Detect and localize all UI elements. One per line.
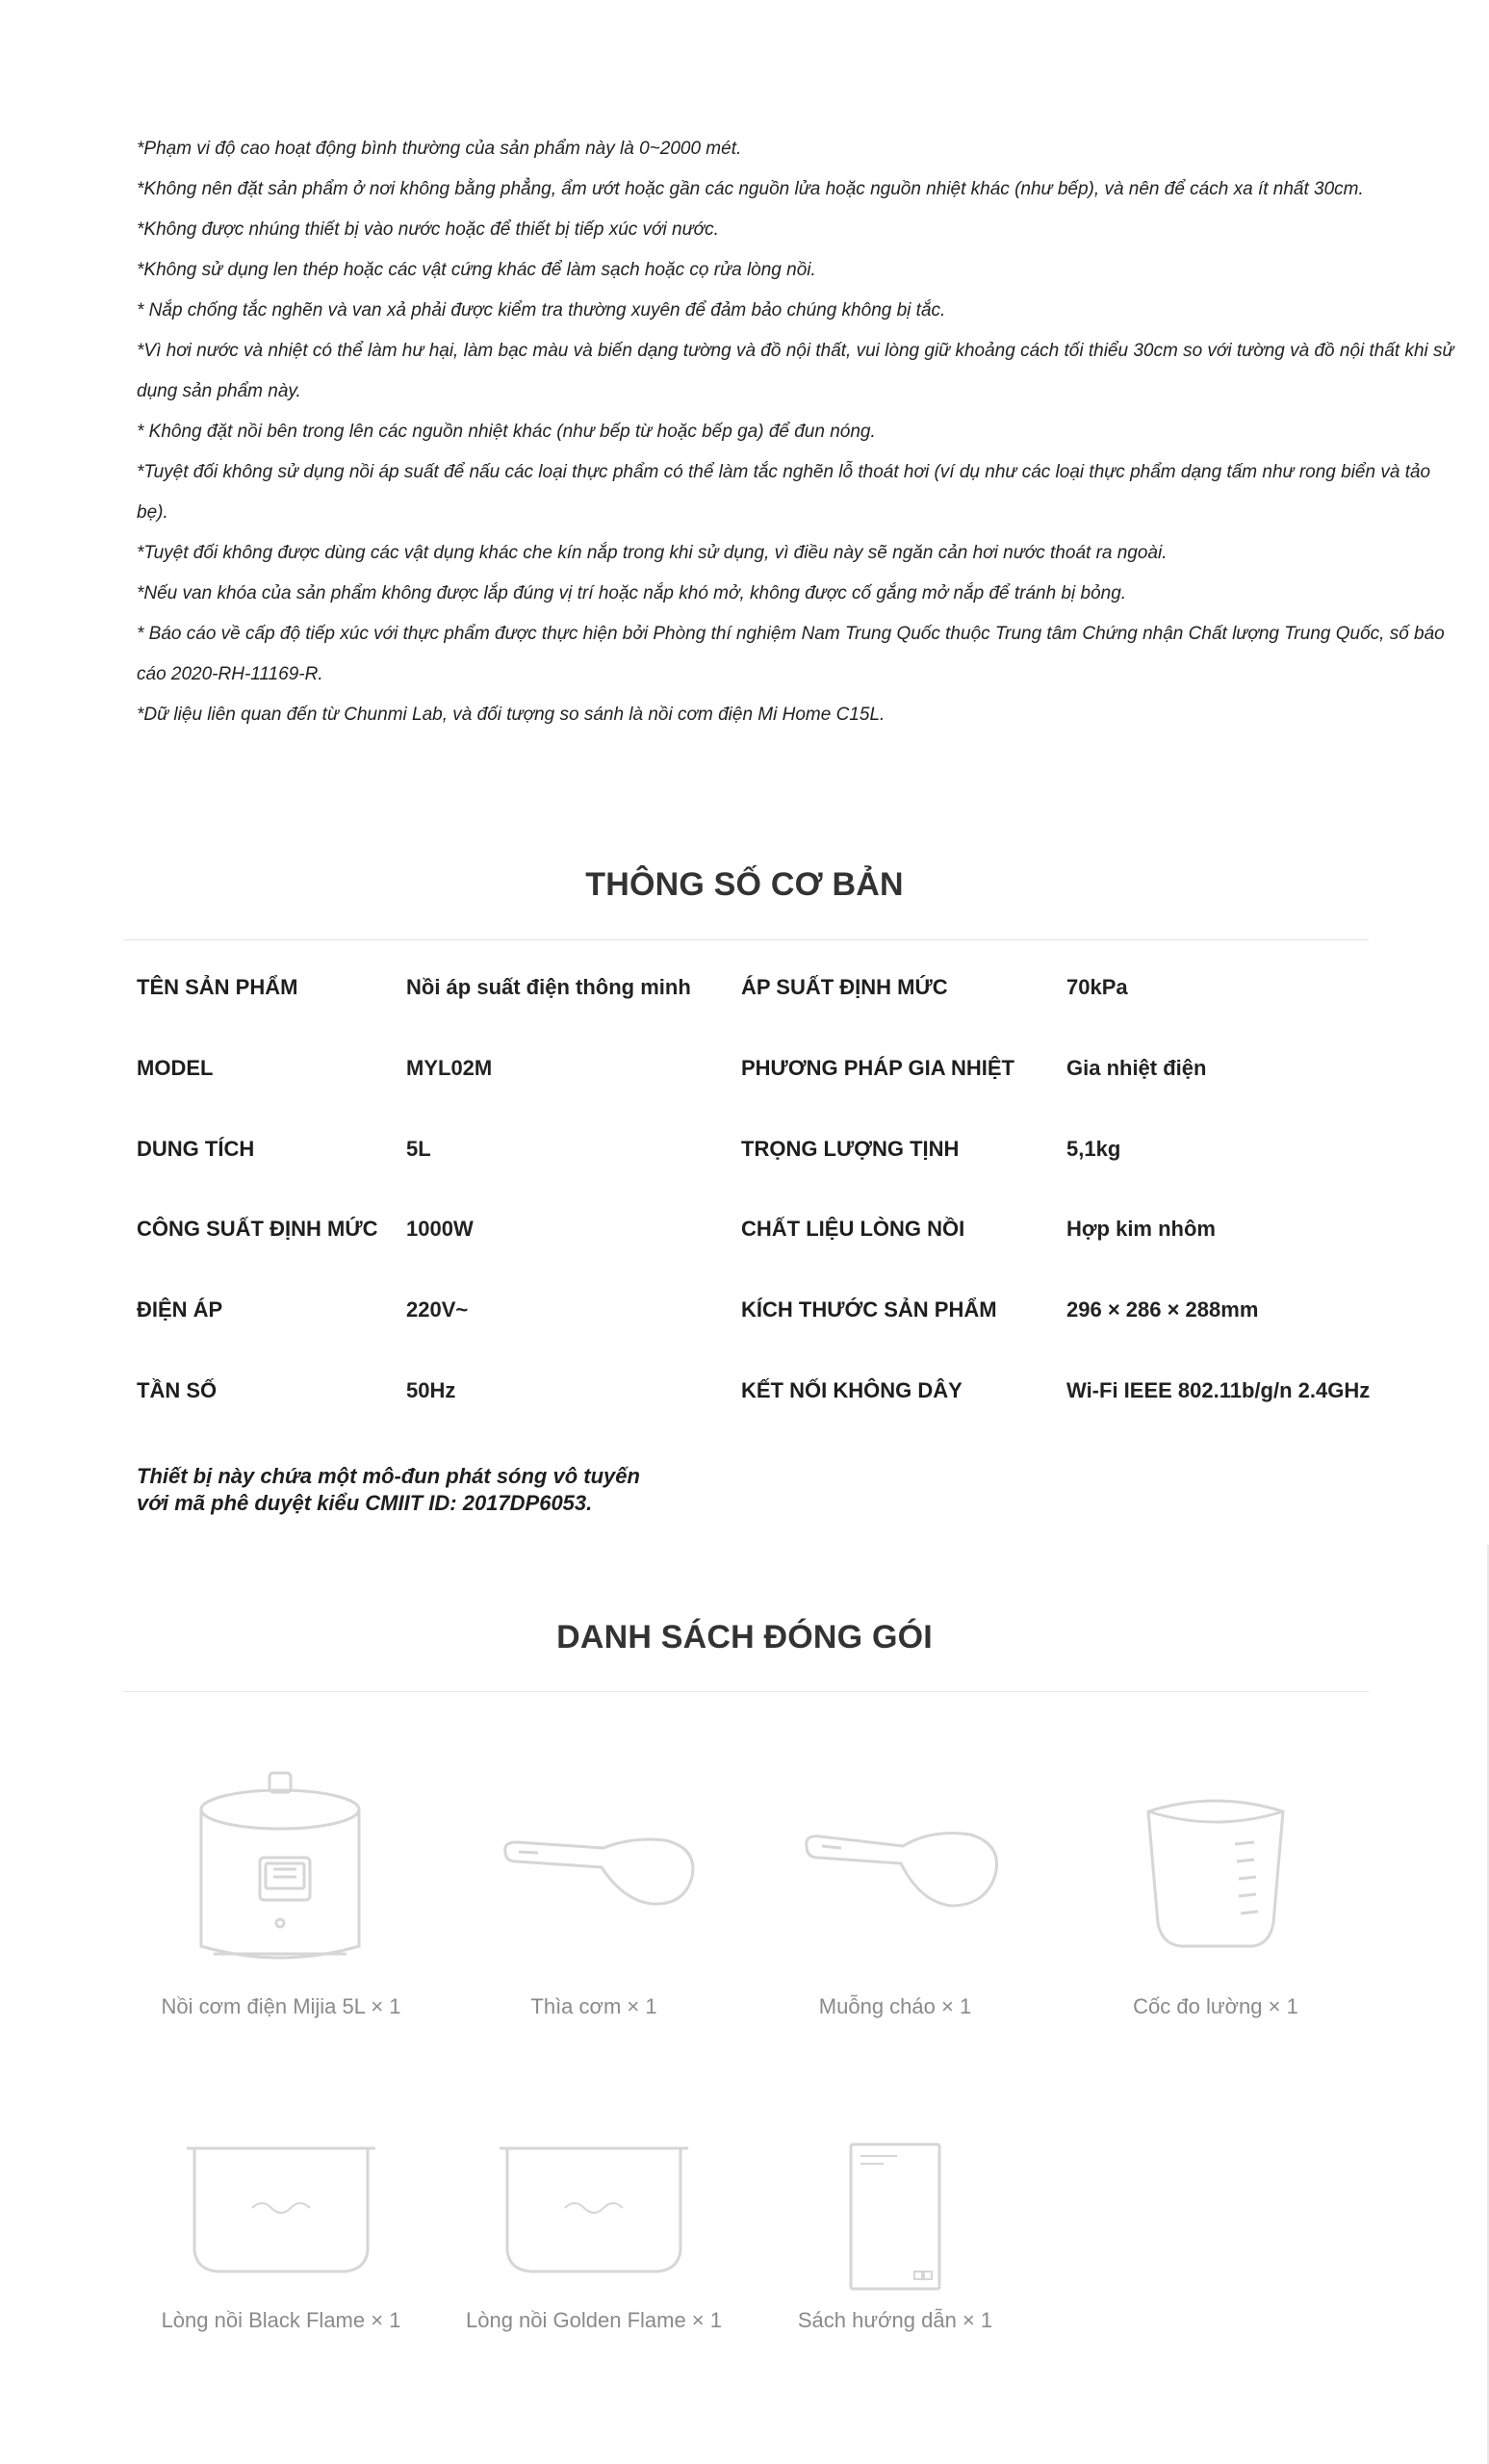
specs-title: THÔNG SỐ CƠ BẢN	[585, 866, 904, 903]
spec-value: 296 × 286 × 288mm	[1066, 1297, 1259, 1322]
note-7: * Không đặt nồi bên trong lên các nguồn nhiệt khác (như bếp từ hoặc bếp ga) để đun nóng.	[137, 422, 876, 442]
measuring-cup-icon	[1119, 1771, 1312, 1964]
package-divider	[123, 1691, 1369, 1692]
package-item	[751, 1771, 1040, 2018]
rice-paddle-icon	[488, 1771, 700, 1964]
spec-label: KÍCH THƯỚC SẢN PHẨM	[741, 1297, 997, 1322]
porridge-spoon-icon	[789, 1771, 1001, 1964]
package-item-label: Nồi cơm điện Mijia 5L × 1	[161, 1994, 401, 2018]
cmiit-line-2: với mã phê duyệt kiểu CMIIT ID: 2017DP6053.	[137, 1491, 593, 1515]
spec-value: 50Hz	[406, 1378, 456, 1402]
package-item-label: Cốc đo lường × 1	[1133, 1994, 1298, 2018]
rice-cooker-icon	[185, 1771, 377, 1964]
spec-value: Wi-Fi IEEE 802.11b/g/n 2.4GHz	[1066, 1378, 1371, 1402]
package-item-label: Sách hướng dẫn × 1	[797, 2308, 993, 2332]
spec-label: CHẤT LIỆU LÒNG NỒI	[741, 1217, 965, 1241]
spec-label: MODEL	[137, 1056, 214, 1080]
note-10: *Nếu van khóa của sản phẩm không được lắp đúng vị trí hoặc nắp khó mở, không được cố gắng mở nắp để tránh bị bỏng.	[137, 583, 1127, 603]
package-item	[1071, 1771, 1360, 2018]
spec-value: MYL02M	[406, 1056, 493, 1080]
note-12: *Dữ liệu liên quan đến từ Chunmi Lab, và đối tượng so sánh là nồi cơm điện Mi Home C15L.	[137, 705, 886, 725]
spec-label: KẾT NỐI KHÔNG DÂY	[741, 1378, 963, 1402]
specs-divider	[123, 939, 1369, 940]
spec-label: DUNG TÍCH	[137, 1137, 255, 1161]
spec-value: 220V~	[406, 1297, 469, 1322]
package-item	[137, 2137, 425, 2332]
inner-pot-icon	[498, 2137, 690, 2281]
package-item-label: Lòng nồi Golden Flame × 1	[465, 2308, 722, 2332]
spec-label: CÔNG SUẤT ĐỊNH MỨC	[137, 1217, 378, 1241]
note-8: *Tuyệt đối không sử dụng nồi áp suất để nấu các loại thực phẩm có thể làm tắc nghẽn lỗ thoát hơi (ví dụ như các loại thực phẩm dạng tấm như rong biển và tảo bẹ).	[137, 462, 1431, 523]
safety-notes	[137, 129, 1465, 735]
package-item	[751, 2137, 1040, 2332]
note-3: *Không được nhúng thiết bị vào nước hoặc để thiết bị tiếp xúc với nước.	[137, 219, 719, 240]
note-9: *Tuyệt đối không được dùng các vật dụng khác che kín nắp trong khi sử dụng, vì điều này sẽ ngăn cản hơi nước thoát ra ngoài.	[137, 543, 1168, 563]
spec-label: TRỌNG LƯỢNG TỊNH	[741, 1137, 960, 1161]
spec-value: Gia nhiệt điện	[1066, 1056, 1207, 1080]
spec-value: Hợp kim nhôm	[1066, 1217, 1216, 1241]
package-item-label: Muỗng cháo × 1	[818, 1994, 972, 2018]
spec-value: 1000W	[406, 1217, 474, 1241]
spec-value: 5L	[406, 1137, 431, 1161]
package-item-label: Thìa cơm × 1	[530, 1994, 657, 2018]
note-6: *Vì hơi nước và nhiệt có thể làm hư hại, làm bạc màu và biến dạng tường và đồ nội thất, vui lòng giữ khoảng cách tối thiểu 30cm so với tường và đồ nội thất khi sử dụng sản phẩm này.	[137, 341, 1454, 401]
package-item	[137, 1771, 425, 2018]
cmiit-line-1: Thiết bị này chứa một mô-đun phát sóng vô tuyến	[137, 1464, 640, 1488]
spec-value: 5,1kg	[1066, 1137, 1121, 1161]
inner-pot-icon	[185, 2137, 377, 2281]
note-4: *Không sử dụng len thép hoặc các vật cứng khác để làm sạch hoặc cọ rửa lòng nồi.	[137, 260, 816, 280]
spec-label: TÊN SẢN PHẨM	[137, 975, 298, 999]
spec-value: 70kPa	[1066, 975, 1128, 999]
note-2: *Không nên đặt sản phẩm ở nơi không bằng phẳng, ẩm ướt hoặc gần các nguồn lửa hoặc nguồn nhiệt khác (như bếp), và nên để cách xa ít nhất 30cm.	[137, 179, 1364, 199]
spec-label: ĐIỆN ÁP	[137, 1297, 223, 1322]
note-11: * Báo cáo về cấp độ tiếp xúc với thực phẩm được thực hiện bởi Phòng thí nghiệm Nam Trung Quốc thuộc Trung tâm Chứng nhận Chất lượng Trung Quốc, số báo cáo 2020-RH-11169-R.	[137, 624, 1445, 684]
package-item	[449, 2137, 738, 2332]
package-item-label: Lòng nồi Black Flame × 1	[161, 2308, 401, 2332]
spec-label: PHƯƠNG PHÁP GIA NHIỆT	[741, 1056, 1014, 1080]
note-1: *Phạm vi độ cao hoạt động bình thường của sản phẩm này là 0~2000 mét.	[137, 139, 742, 159]
cmiit-notice	[137, 1463, 714, 1517]
spec-label: TẦN SỐ	[137, 1378, 218, 1402]
spec-value: Nồi áp suất điện thông minh	[406, 975, 691, 999]
spec-label: ÁP SUẤT ĐỊNH MỨC	[741, 975, 948, 999]
package-title: DANH SÁCH ĐÓNG GÓI	[556, 1619, 933, 1656]
note-5: * Nắp chống tắc nghẽn và van xả phải được kiểm tra thường xuyên để đảm bảo chúng không bị tắc.	[137, 300, 946, 321]
manual-icon	[847, 2137, 943, 2291]
package-item	[449, 1771, 738, 2018]
